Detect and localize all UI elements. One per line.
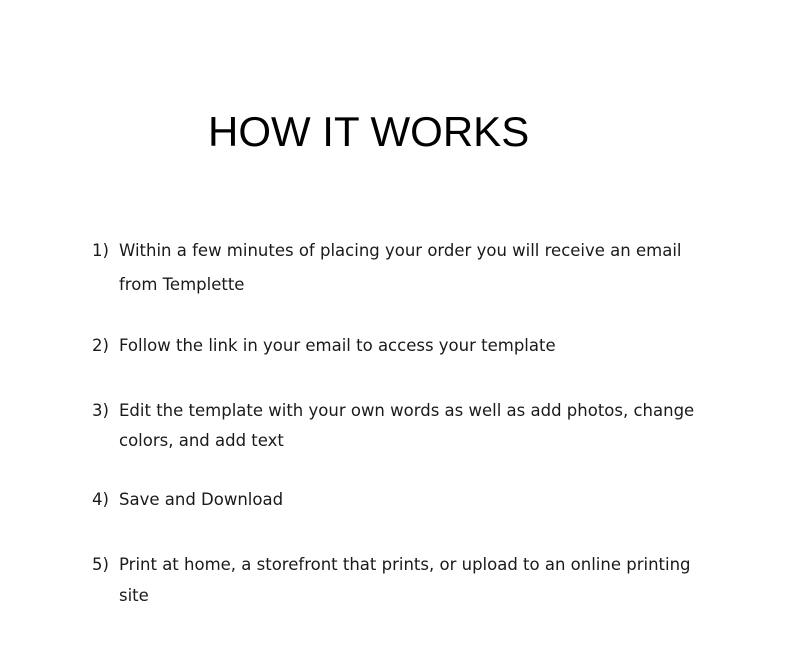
step-text: Follow the link in your email to access your template: [119, 336, 556, 355]
step-text: Within a few minutes of placing your order you will receive an email from Templette: [119, 241, 682, 294]
step-number: 4): [92, 490, 109, 509]
step-number: 5): [92, 555, 109, 574]
step-text: Save and Download: [119, 490, 284, 509]
page-title: HOW IT WORKS: [208, 108, 530, 155]
step-number: 3): [92, 401, 109, 420]
step-number: 1): [92, 241, 109, 260]
step-number: 2): [92, 336, 109, 355]
step-text: Print at home, a storefront that prints, or upload to an online printing site: [119, 555, 691, 605]
step-text: Edit the template with your own words as well as add photos, change colors, and add text: [119, 401, 695, 450]
